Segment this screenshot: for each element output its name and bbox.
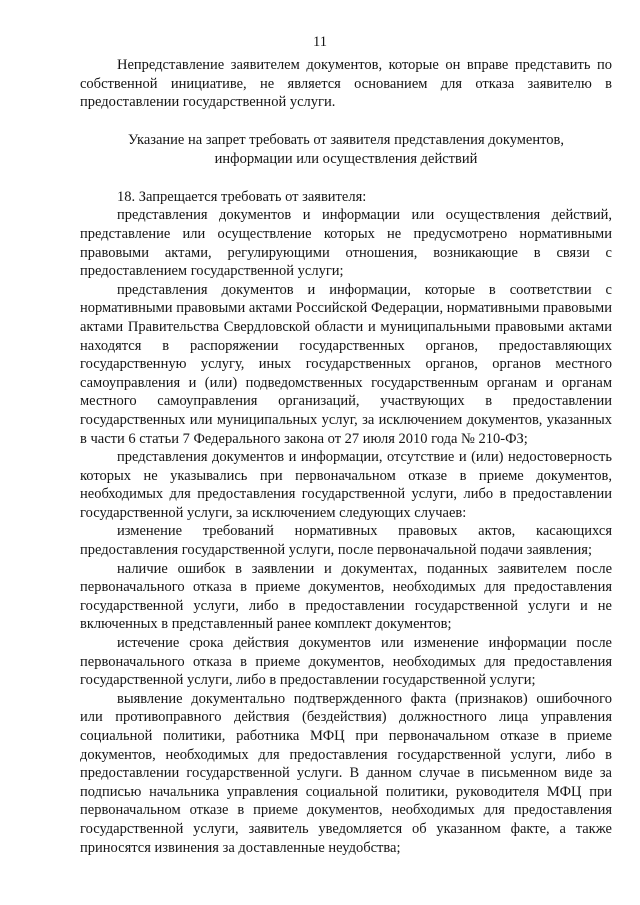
exception-item-1: изменение требований нормативных правовых актов, касающихся предоставления государственной услуги, после первоначальной подачи заявления; — [80, 523, 612, 559]
section-heading-line-2: информации или осуществления действий — [214, 150, 478, 167]
clause-heading: 18. Запрещается требовать от заявителя: — [117, 188, 367, 205]
intro-paragraph: Непредставление заявителем документов, которые он вправе представить по собственной инициативе, не является основанием для отказа заявителю в предоставлении государственной услуги. — [80, 57, 612, 111]
clause-item-1: представления документов и информации или осуществления действий, представление или осуществление которых не предусмотрено нормативными правовыми актами, регулирующими отношения, возникающие в связи с предоставлением государственной услуги; — [80, 207, 612, 280]
section-heading-line-1: Указание на запрет требовать от заявителя представления документов, — [128, 131, 564, 148]
clause-item-3: представления документов и информации, отсутствие и (или) недостоверность которых не указывались при первоначальном отказе в приеме документов, необходимых для предоставления государственной услуги, либо в предоставлении государственной услуги, за исключением следующих случаев: — [80, 449, 612, 521]
exception-item-4: выявление документально подтвержденного факта (признаков) ошибочного или противоправного действия (бездействия) должностного лица управления социальной политики, работника МФЦ при первоначальном отказе в приеме документов, необходимых для предоставления государственной услуги, либо в предоставлении государственной услуги. В данном случае в письменном виде за подписью начальника управления социальной политики, руководителя МФЦ при первоначальном отказе в приеме документов, необходимых для предоставления государственной услуги, заявитель уведомляется об указанном факте, а также приносятся извинения за доставленные неудобства; — [80, 690, 612, 856]
exception-item-3: истечение срока действия документов или изменение информации после первоначального отказа в приеме документов, необходимых для предоставления государственной услуги, либо в предоставлении государственной услуги; — [80, 635, 612, 689]
exception-item-2: наличие ошибок в заявлении и документах, поданных заявителем после первоначального отказа в приеме документов, необходимых для предоставления государственной услуги, либо в предоставлении государственной услуги и не включенных в представленный ранее комплект документов; — [80, 560, 612, 633]
page-number: 11 — [313, 34, 327, 50]
clause-item-2: представления документов и информации, которые в соответствии с нормативными правовыми актами Российской Федерации, нормативными правовыми актами Правительства Свердловской области и муниципальными правовыми актами находятся в распоряжении государственных органов, предоставляющих государственную услугу, иных государственных органов, органов местного самоуправления и (или) подведомственных государственным органам и органам местного самоуправления организаций, участвующих в предоставлении государственных или муниципальных услуг, за исключением документов, указанных в части 6 статьи 7 Федерального закона от 27 июля 2010 года № 210-ФЗ; — [80, 281, 612, 447]
section-heading — [80, 131, 612, 169]
document-body — [80, 56, 612, 857]
